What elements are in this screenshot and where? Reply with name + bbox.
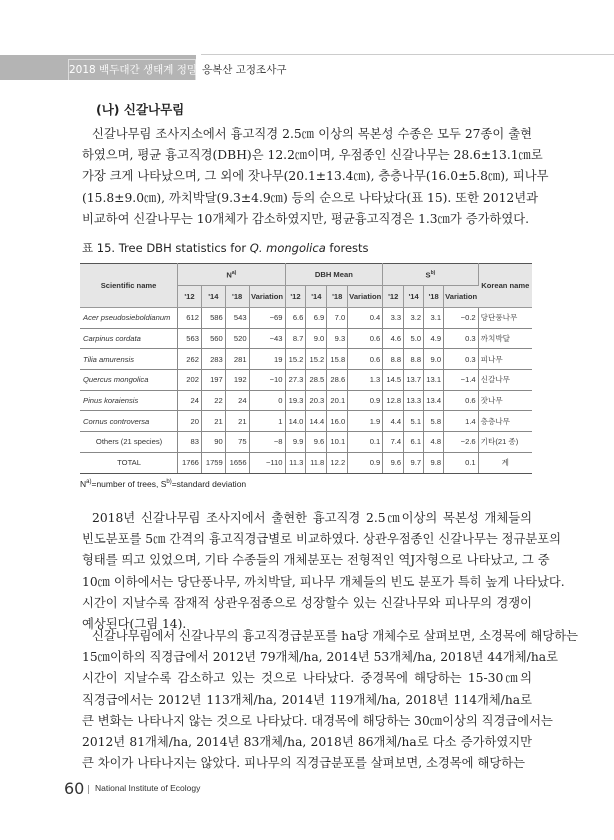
value-cell: 13.1 <box>424 370 444 391</box>
value-cell: 560 <box>201 328 225 349</box>
subheader-cell: '18 <box>225 286 249 308</box>
dbh-table <box>80 263 532 474</box>
value-cell: 83 <box>178 432 202 453</box>
header-rule <box>201 54 614 55</box>
value-cell: 283 <box>201 349 225 370</box>
value-cell: 1656 <box>225 452 249 473</box>
korean-name-cell: 층층나무 <box>478 411 532 432</box>
value-cell: 4.4 <box>383 411 404 432</box>
text-line: 직경급에서는 2012년 113개체/ha, 2014년 119개체/ha, 2018년 114개체/ha로 <box>82 692 532 707</box>
table-row <box>80 308 532 329</box>
text-line: 10㎝ 이하에서는 당단풍나무, 까치박달, 피나무 개체들의 빈도 분포가 특히 높게 나타났다. <box>82 574 565 589</box>
value-cell: 586 <box>201 308 225 329</box>
value-cell: 13.7 <box>404 370 424 391</box>
fn-s-text: =standard deviation <box>171 479 247 489</box>
value-cell: 13.4 <box>424 390 444 411</box>
value-cell: 22 <box>201 390 225 411</box>
fn-s-sup: b) <box>166 479 172 486</box>
value-cell: 3.1 <box>424 308 444 329</box>
value-cell: 9.6 <box>306 432 327 453</box>
section-title: 응복산 고정조사구 <box>202 64 287 76</box>
value-cell: 15.2 <box>306 349 327 370</box>
value-cell: 75 <box>225 432 249 453</box>
value-cell: 9.7 <box>404 452 424 473</box>
text-line: 큰 변화는 나타나지 않는 것으로 나타났다. 대경목에 해당하는 30㎝이상의 직경급에서는 <box>82 713 553 728</box>
value-cell: 1759 <box>201 452 225 473</box>
value-cell: 6.9 <box>306 308 327 329</box>
table-caption <box>82 240 369 256</box>
subheader-cell: Variation <box>444 286 479 308</box>
table-row <box>80 390 532 411</box>
value-cell: 1.4 <box>444 411 479 432</box>
subheader-cell: '18 <box>424 286 444 308</box>
scientific-name-cell: Tilia amurensis <box>80 349 178 370</box>
text-line: (15.8±9.0㎝), 까치박달(9.3±4.9㎝) 등의 순으로 나타났다(표 15). 또한 2012년과 <box>82 190 538 205</box>
scientific-name-cell: TOTAL <box>80 452 178 473</box>
value-cell: 9.6 <box>383 452 404 473</box>
value-cell: 9.8 <box>424 452 444 473</box>
value-cell: 24 <box>225 390 249 411</box>
value-cell: 1 <box>249 411 285 432</box>
table-row <box>80 370 532 391</box>
caption-species: Q. mongolica <box>249 241 326 255</box>
text-line: 가장 크게 나타났으며, 그 외에 잣나무(20.1±13.4㎝), 층층나무(16.0±5.8㎝), 피나무 <box>82 169 549 184</box>
subheader-cell: '18 <box>327 286 348 308</box>
text-line: 신갈나무림 조사지소에서 흉고직경 2.5㎝ 이상의 목본성 수종은 모두 27종이 출현 <box>92 127 532 141</box>
text-line: 빈도분포를 5㎝ 간격의 흉고직경급별로 비교하였다. 상관우점종인 신갈나무는 정규분포의 <box>82 532 562 547</box>
table-row <box>80 328 532 349</box>
fn-s: S <box>160 479 167 489</box>
text-line: 시간이 지날수록 잠재적 상관우점종으로 성장할수 있는 신갈나무와 피나무의 경쟁이 <box>82 595 532 610</box>
table-row <box>80 349 532 370</box>
scientific-name-cell: Quercus mongolica <box>80 370 178 391</box>
subsection-heading: (나) 신갈나무림 <box>96 102 185 117</box>
text-line: 시간이 지날수록 감소하고 있는 것으로 나타났다. 중경목에 해당하는 15-30㎝의 <box>82 671 532 686</box>
value-cell: 6.1 <box>404 432 424 453</box>
value-cell: 9.3 <box>327 328 348 349</box>
value-cell: 543 <box>225 308 249 329</box>
n-label: N <box>226 270 232 280</box>
header-s <box>383 264 478 286</box>
value-cell: 0.3 <box>444 349 479 370</box>
footer-separator <box>88 785 89 794</box>
fn-n-sup: a) <box>86 479 92 486</box>
value-cell: −10 <box>249 370 285 391</box>
subheader-cell: '12 <box>285 286 306 308</box>
value-cell: 0.1 <box>444 452 479 473</box>
korean-name-cell: 계 <box>478 452 532 473</box>
value-cell: 0.3 <box>444 328 479 349</box>
value-cell: 7.0 <box>327 308 348 329</box>
header-scientific-name: Scientific name <box>80 264 178 308</box>
s-label: S <box>425 270 431 280</box>
scientific-name-cell: Others (21 species) <box>80 432 178 453</box>
value-cell: 12.2 <box>327 452 348 473</box>
value-cell: 1766 <box>178 452 202 473</box>
value-cell: 4.6 <box>383 328 404 349</box>
value-cell: 3.2 <box>404 308 424 329</box>
paragraph-2 <box>82 508 565 635</box>
value-cell: 7.4 <box>383 432 404 453</box>
value-cell: 21 <box>201 411 225 432</box>
institute-name: National Institute of Ecology <box>95 783 201 793</box>
value-cell: −69 <box>249 308 285 329</box>
value-cell: 202 <box>178 370 202 391</box>
subheader-cell: '14 <box>404 286 424 308</box>
value-cell: 14.4 <box>306 411 327 432</box>
value-cell: 5.1 <box>404 411 424 432</box>
value-cell: 0.6 <box>444 390 479 411</box>
value-cell: 14.5 <box>383 370 404 391</box>
text-line: 예상된다(그림 14). <box>82 617 187 632</box>
value-cell: 10.1 <box>327 432 348 453</box>
value-cell: 192 <box>225 370 249 391</box>
value-cell: 0.9 <box>348 390 383 411</box>
value-cell: 8.7 <box>285 328 306 349</box>
value-cell: 20 <box>178 411 202 432</box>
value-cell: 1.9 <box>348 411 383 432</box>
header-n <box>178 264 285 286</box>
fn-n-text: =number of trees, <box>91 479 161 489</box>
value-cell: 8.8 <box>383 349 404 370</box>
header-dbh-mean: DBH Mean <box>285 264 383 286</box>
value-cell: 4.8 <box>424 432 444 453</box>
value-cell: 0.9 <box>348 452 383 473</box>
value-cell: 3.3 <box>383 308 404 329</box>
value-cell: 8.8 <box>404 349 424 370</box>
value-cell: 6.6 <box>285 308 306 329</box>
text-line: 2012년 81개체/ha, 2014년 83개체/ha, 2018년 86개체/ha로 다소 증가하였지만 <box>82 735 532 750</box>
value-cell: 5.8 <box>424 411 444 432</box>
value-cell: 0 <box>249 390 285 411</box>
value-cell: 281 <box>225 349 249 370</box>
subheader-cell: Variation <box>249 286 285 308</box>
value-cell: 19 <box>249 349 285 370</box>
value-cell: 13.3 <box>404 390 424 411</box>
value-cell: 28.6 <box>327 370 348 391</box>
value-cell: 90 <box>201 432 225 453</box>
value-cell: 15.2 <box>285 349 306 370</box>
value-cell: 20.3 <box>306 390 327 411</box>
value-cell: 563 <box>178 328 202 349</box>
korean-name-cell: 까치박달 <box>478 328 532 349</box>
value-cell: 5.0 <box>404 328 424 349</box>
scientific-name-cell: Cornus controversa <box>80 411 178 432</box>
value-cell: 0.6 <box>348 328 383 349</box>
text-line: 2018년 신갈나무림 조사지에서 출현한 흉고직경 2.5㎝이상의 목본성 개체들의 <box>92 511 532 525</box>
korean-name-cell: 당단풍나무 <box>478 308 532 329</box>
table-footnote <box>80 479 246 489</box>
header-korean-name: Korean name <box>478 264 532 308</box>
text-line: 15㎝이하의 직경급에서 2012년 79개체/ha, 2014년 53개체/ha, 2018년 44개체/ha로 <box>82 650 558 665</box>
table-row <box>80 452 532 473</box>
value-cell: −43 <box>249 328 285 349</box>
subheader-cell: '12 <box>178 286 202 308</box>
table-row <box>80 411 532 432</box>
value-cell: −0.2 <box>444 308 479 329</box>
value-cell: −110 <box>249 452 285 473</box>
korean-name-cell: 잣나무 <box>478 390 532 411</box>
korean-name-cell: 신갈나무 <box>478 370 532 391</box>
value-cell: 11.3 <box>285 452 306 473</box>
value-cell: 19.3 <box>285 390 306 411</box>
value-cell: −8 <box>249 432 285 453</box>
page-number: 60 <box>64 779 85 798</box>
value-cell: 11.8 <box>306 452 327 473</box>
caption-prefix: 표 15. Tree DBH statistics for <box>82 241 250 255</box>
value-cell: 1.3 <box>348 370 383 391</box>
value-cell: 9.0 <box>424 349 444 370</box>
text-line: 비교하여 신갈나무는 10개체가 감소하였지만, 평균흉고직경은 1.3㎝가 증가하였다. <box>82 211 530 226</box>
paragraph-3 <box>82 626 579 774</box>
subheader-cell: '14 <box>201 286 225 308</box>
scientific-name-cell: Carpinus cordata <box>80 328 178 349</box>
value-cell: 0.1 <box>348 432 383 453</box>
value-cell: 16.0 <box>327 411 348 432</box>
table-row <box>80 432 532 453</box>
book-title: 2018 백두대간 생태계 정밀조사 <box>68 59 196 80</box>
value-cell: 28.5 <box>306 370 327 391</box>
korean-name-cell: 피나무 <box>478 349 532 370</box>
value-cell: 21 <box>225 411 249 432</box>
value-cell: 612 <box>178 308 202 329</box>
value-cell: 4.9 <box>424 328 444 349</box>
value-cell: 15.8 <box>327 349 348 370</box>
fn-n: N <box>80 479 87 489</box>
value-cell: 20.1 <box>327 390 348 411</box>
n-sup: a) <box>231 269 237 276</box>
text-line: 하였으며, 평균 흉고직경(DBH)은 12.2㎝이며, 우점종인 신갈나무는 28.6±13.1㎝로 <box>82 148 543 163</box>
korean-name-cell: 기타(21 종) <box>478 432 532 453</box>
text-line: 큰 차이가 나타나지는 않았다. 피나무의 직경급분포를 살펴보면, 소경목에 해당하는 <box>82 756 525 771</box>
value-cell: 0.4 <box>348 308 383 329</box>
value-cell: 12.8 <box>383 390 404 411</box>
value-cell: 27.3 <box>285 370 306 391</box>
text-line: 형태를 띄고 있었으며, 기타 수종들의 개체분포는 전형적인 역J자형으로 나타났고, 그 중 <box>82 553 550 568</box>
value-cell: −1.4 <box>444 370 479 391</box>
value-cell: −2.6 <box>444 432 479 453</box>
subheader-cell: '14 <box>306 286 327 308</box>
scientific-name-cell: Pinus koraiensis <box>80 390 178 411</box>
s-sup: b) <box>430 269 436 276</box>
value-cell: 0.6 <box>348 349 383 370</box>
value-cell: 262 <box>178 349 202 370</box>
subheader-cell: '12 <box>383 286 404 308</box>
value-cell: 9.0 <box>306 328 327 349</box>
value-cell: 9.9 <box>285 432 306 453</box>
value-cell: 24 <box>178 390 202 411</box>
value-cell: 197 <box>201 370 225 391</box>
subheader-cell: Variation <box>348 286 383 308</box>
value-cell: 14.0 <box>285 411 306 432</box>
text-line: 신갈나무림에서 신갈나무의 흉고직경급분포를 ha당 개체수로 살펴보면, 소경목에 해당하는 <box>92 629 579 643</box>
value-cell: 520 <box>225 328 249 349</box>
caption-suffix: forests <box>325 241 369 255</box>
paragraph-1 <box>82 124 549 230</box>
scientific-name-cell: Acer pseudosieboldianum <box>80 308 178 329</box>
